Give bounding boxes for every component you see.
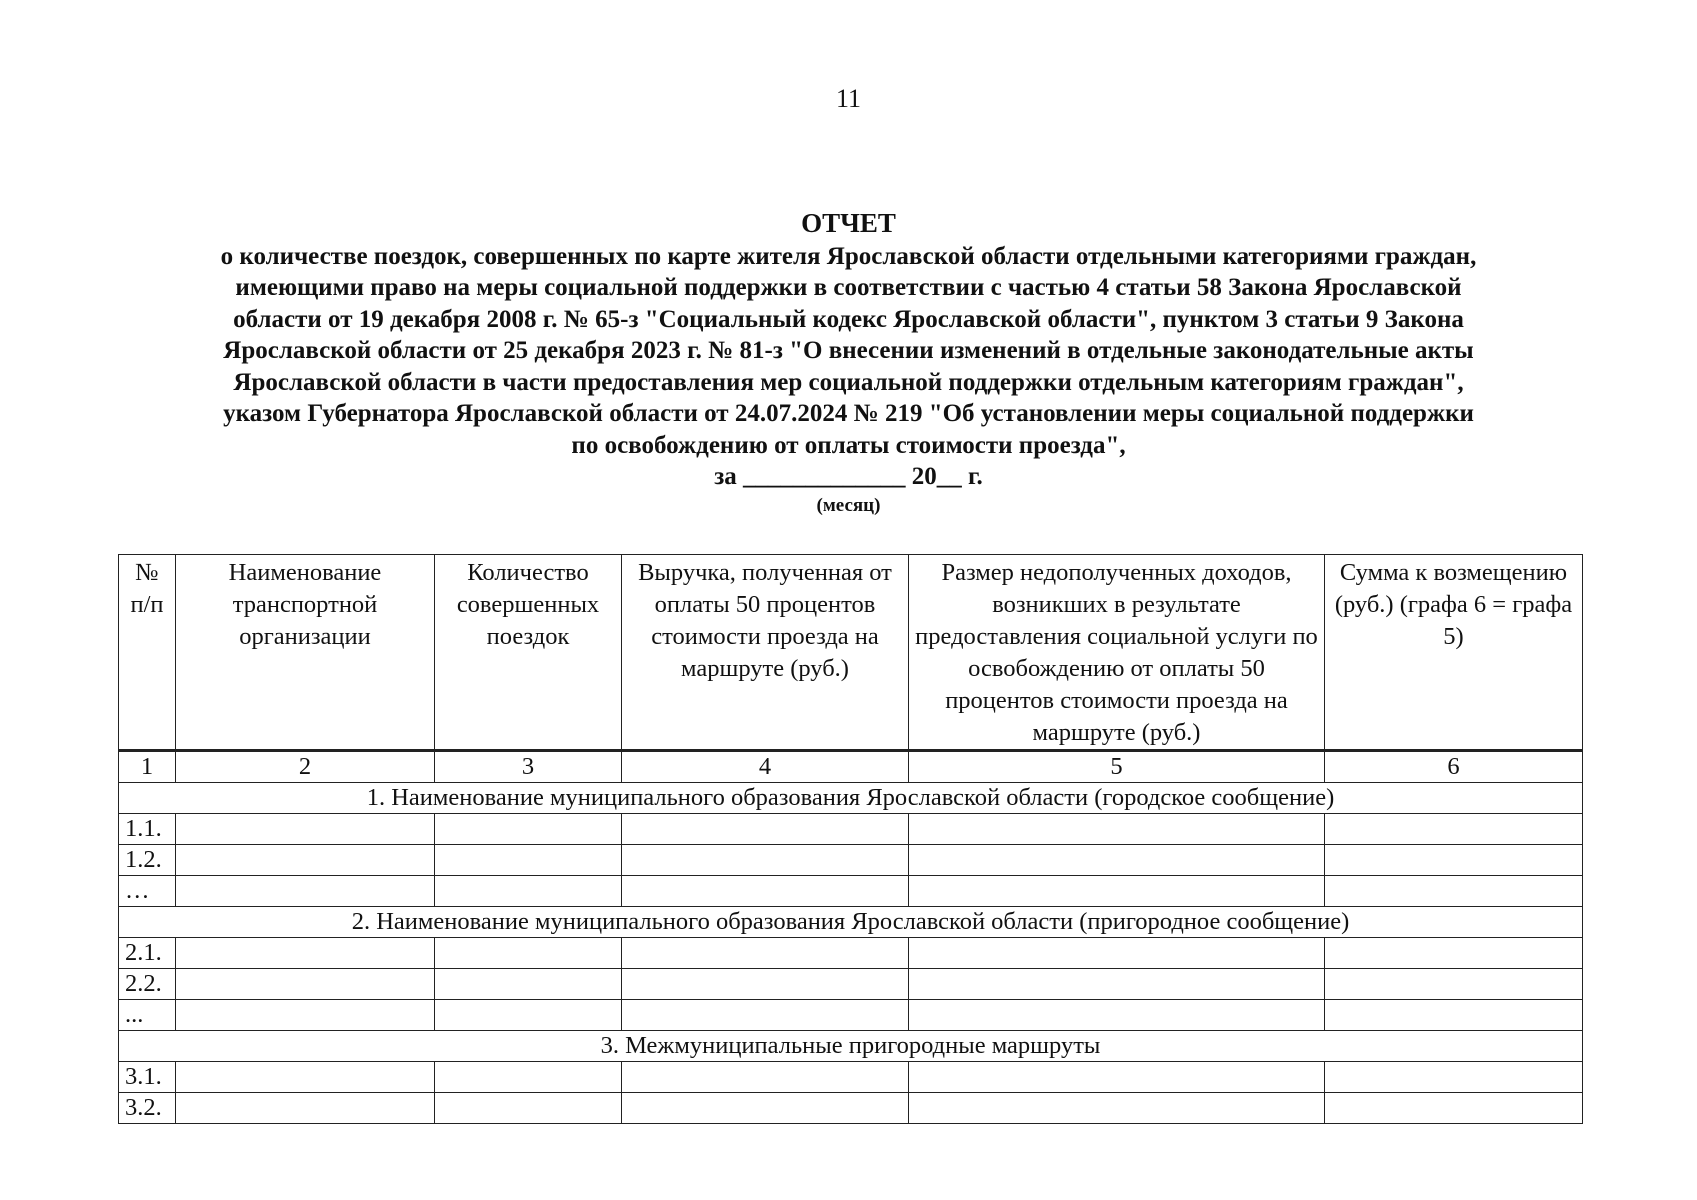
column-number-cell: 5: [909, 751, 1325, 783]
column-number-row: [119, 751, 1583, 783]
page-number: 11: [835, 84, 862, 113]
trips-cell[interactable]: [435, 814, 622, 845]
header-cell-revenue: Выручка, полученная от оплаты 50 процентов стоимости проезда на маршруте (руб.): [622, 555, 909, 751]
table-row: [119, 1062, 1583, 1093]
compensation-cell[interactable]: [1325, 814, 1583, 845]
report-subtitle-line: Ярославской области от 25 декабря 2023 г. № 81-з "О внесении изменений в отдельные законодательные акты: [223, 337, 1474, 364]
report-subtitle-line: по освобождению от оплаты стоимости проезда",: [571, 431, 1126, 459]
report-subtitle-line: о количестве поездок, совершенных по карте жителя Ярославской области отдельными категориями граждан,: [220, 242, 1477, 270]
section-title: 3. Межмуниципальные пригородные маршруты: [119, 1031, 1583, 1062]
report-subtitle-line: Ярославской области в части предоставления мер социальной поддержки отдельным категориям граждан",: [233, 368, 1464, 396]
report-subtitle-line: имеющими право на меры социальной поддержки в соответствии с частью 4 статьи 58 Закона Ярославской: [235, 274, 1462, 301]
report-table: [118, 554, 1583, 1124]
row-number-cell: …: [119, 876, 176, 907]
header-cell-number: № п/п: [119, 555, 176, 751]
lost-income-cell[interactable]: [909, 845, 1325, 876]
section-header-row: [119, 907, 1583, 938]
compensation-cell[interactable]: [1325, 1000, 1583, 1031]
header-cell-compensation: Сумма к возмещению (руб.) (графа 6 = графа 5): [1325, 555, 1583, 751]
section-header-row: [119, 783, 1583, 814]
trips-cell[interactable]: [435, 845, 622, 876]
compensation-cell[interactable]: [1325, 876, 1583, 907]
table-row: [119, 969, 1583, 1000]
section-header-row: [119, 1031, 1583, 1062]
organization-cell[interactable]: [176, 1062, 435, 1093]
table-row: [119, 938, 1583, 969]
column-number-cell: 1: [119, 751, 176, 783]
report-title: ОТЧЕТ: [801, 208, 896, 238]
revenue-cell[interactable]: [622, 1093, 909, 1124]
organization-cell[interactable]: [176, 1093, 435, 1124]
compensation-cell[interactable]: [1325, 938, 1583, 969]
trips-cell[interactable]: [435, 938, 622, 969]
lost-income-cell[interactable]: [909, 938, 1325, 969]
lost-income-cell[interactable]: [909, 876, 1325, 907]
header-cell-lost-income: Размер недополученных доходов, возникших в результате предоставления социальной услуги по освобождению от оплаты 50 процентов стоимости проезда на маршруте (руб.): [909, 555, 1325, 751]
compensation-cell[interactable]: [1325, 845, 1583, 876]
compensation-cell[interactable]: [1325, 1093, 1583, 1124]
lost-income-cell[interactable]: [909, 969, 1325, 1000]
row-number-cell: 1.2.: [119, 845, 176, 876]
report-title-block: [110, 208, 1587, 519]
revenue-cell[interactable]: [622, 969, 909, 1000]
report-period-line: за _____________ 20__ г.: [714, 463, 983, 490]
organization-cell[interactable]: [176, 969, 435, 1000]
section-title: 2. Наименование муниципального образования Ярославской области (пригородное сообщение): [119, 907, 1583, 938]
section-title: 1. Наименование муниципального образования Ярославской области (городское сообщение): [119, 783, 1583, 814]
table-row: [119, 1000, 1583, 1031]
report-subtitle-line: указом Губернатора Ярославской области от 24.07.2024 № 219 "Об установлении меры социальной поддержки: [223, 400, 1474, 427]
row-number-cell: 1.1.: [119, 814, 176, 845]
revenue-cell[interactable]: [622, 876, 909, 907]
row-number-cell: 3.2.: [119, 1093, 176, 1124]
row-number-cell: 2.1.: [119, 938, 176, 969]
organization-cell[interactable]: [176, 938, 435, 969]
table-row: [119, 845, 1583, 876]
column-number-cell: 4: [622, 751, 909, 783]
table-row: [119, 814, 1583, 845]
column-number-cell: 2: [176, 751, 435, 783]
trips-cell[interactable]: [435, 1000, 622, 1031]
table-row: [119, 876, 1583, 907]
table-header-row: [119, 555, 1583, 751]
trips-cell[interactable]: [435, 969, 622, 1000]
row-number-cell: ...: [119, 1000, 176, 1031]
organization-cell[interactable]: [176, 1000, 435, 1031]
organization-cell[interactable]: [176, 845, 435, 876]
compensation-cell[interactable]: [1325, 1062, 1583, 1093]
lost-income-cell[interactable]: [909, 1062, 1325, 1093]
row-number-cell: 2.2.: [119, 969, 176, 1000]
lost-income-cell[interactable]: [909, 1093, 1325, 1124]
table-row: [119, 1093, 1583, 1124]
revenue-cell[interactable]: [622, 1062, 909, 1093]
trips-cell[interactable]: [435, 1062, 622, 1093]
compensation-cell[interactable]: [1325, 969, 1583, 1000]
row-number-cell: 3.1.: [119, 1062, 176, 1093]
revenue-cell[interactable]: [622, 938, 909, 969]
report-period-hint: (месяц): [816, 494, 881, 516]
revenue-cell[interactable]: [622, 845, 909, 876]
lost-income-cell[interactable]: [909, 814, 1325, 845]
header-cell-organization: Наименование транспортной организации: [176, 555, 435, 751]
trips-cell[interactable]: [435, 1093, 622, 1124]
revenue-cell[interactable]: [622, 814, 909, 845]
column-number-cell: 6: [1325, 751, 1583, 783]
report-subtitle-line: области от 19 декабря 2008 г. № 65-з "Социальный кодекс Ярославской области", пунктом 3 статьи 9 Закона: [233, 305, 1464, 333]
revenue-cell[interactable]: [622, 1000, 909, 1031]
organization-cell[interactable]: [176, 814, 435, 845]
column-number-cell: 3: [435, 751, 622, 783]
trips-cell[interactable]: [435, 876, 622, 907]
header-cell-trips: Количество совершенных поездок: [435, 555, 622, 751]
lost-income-cell[interactable]: [909, 1000, 1325, 1031]
organization-cell[interactable]: [176, 876, 435, 907]
